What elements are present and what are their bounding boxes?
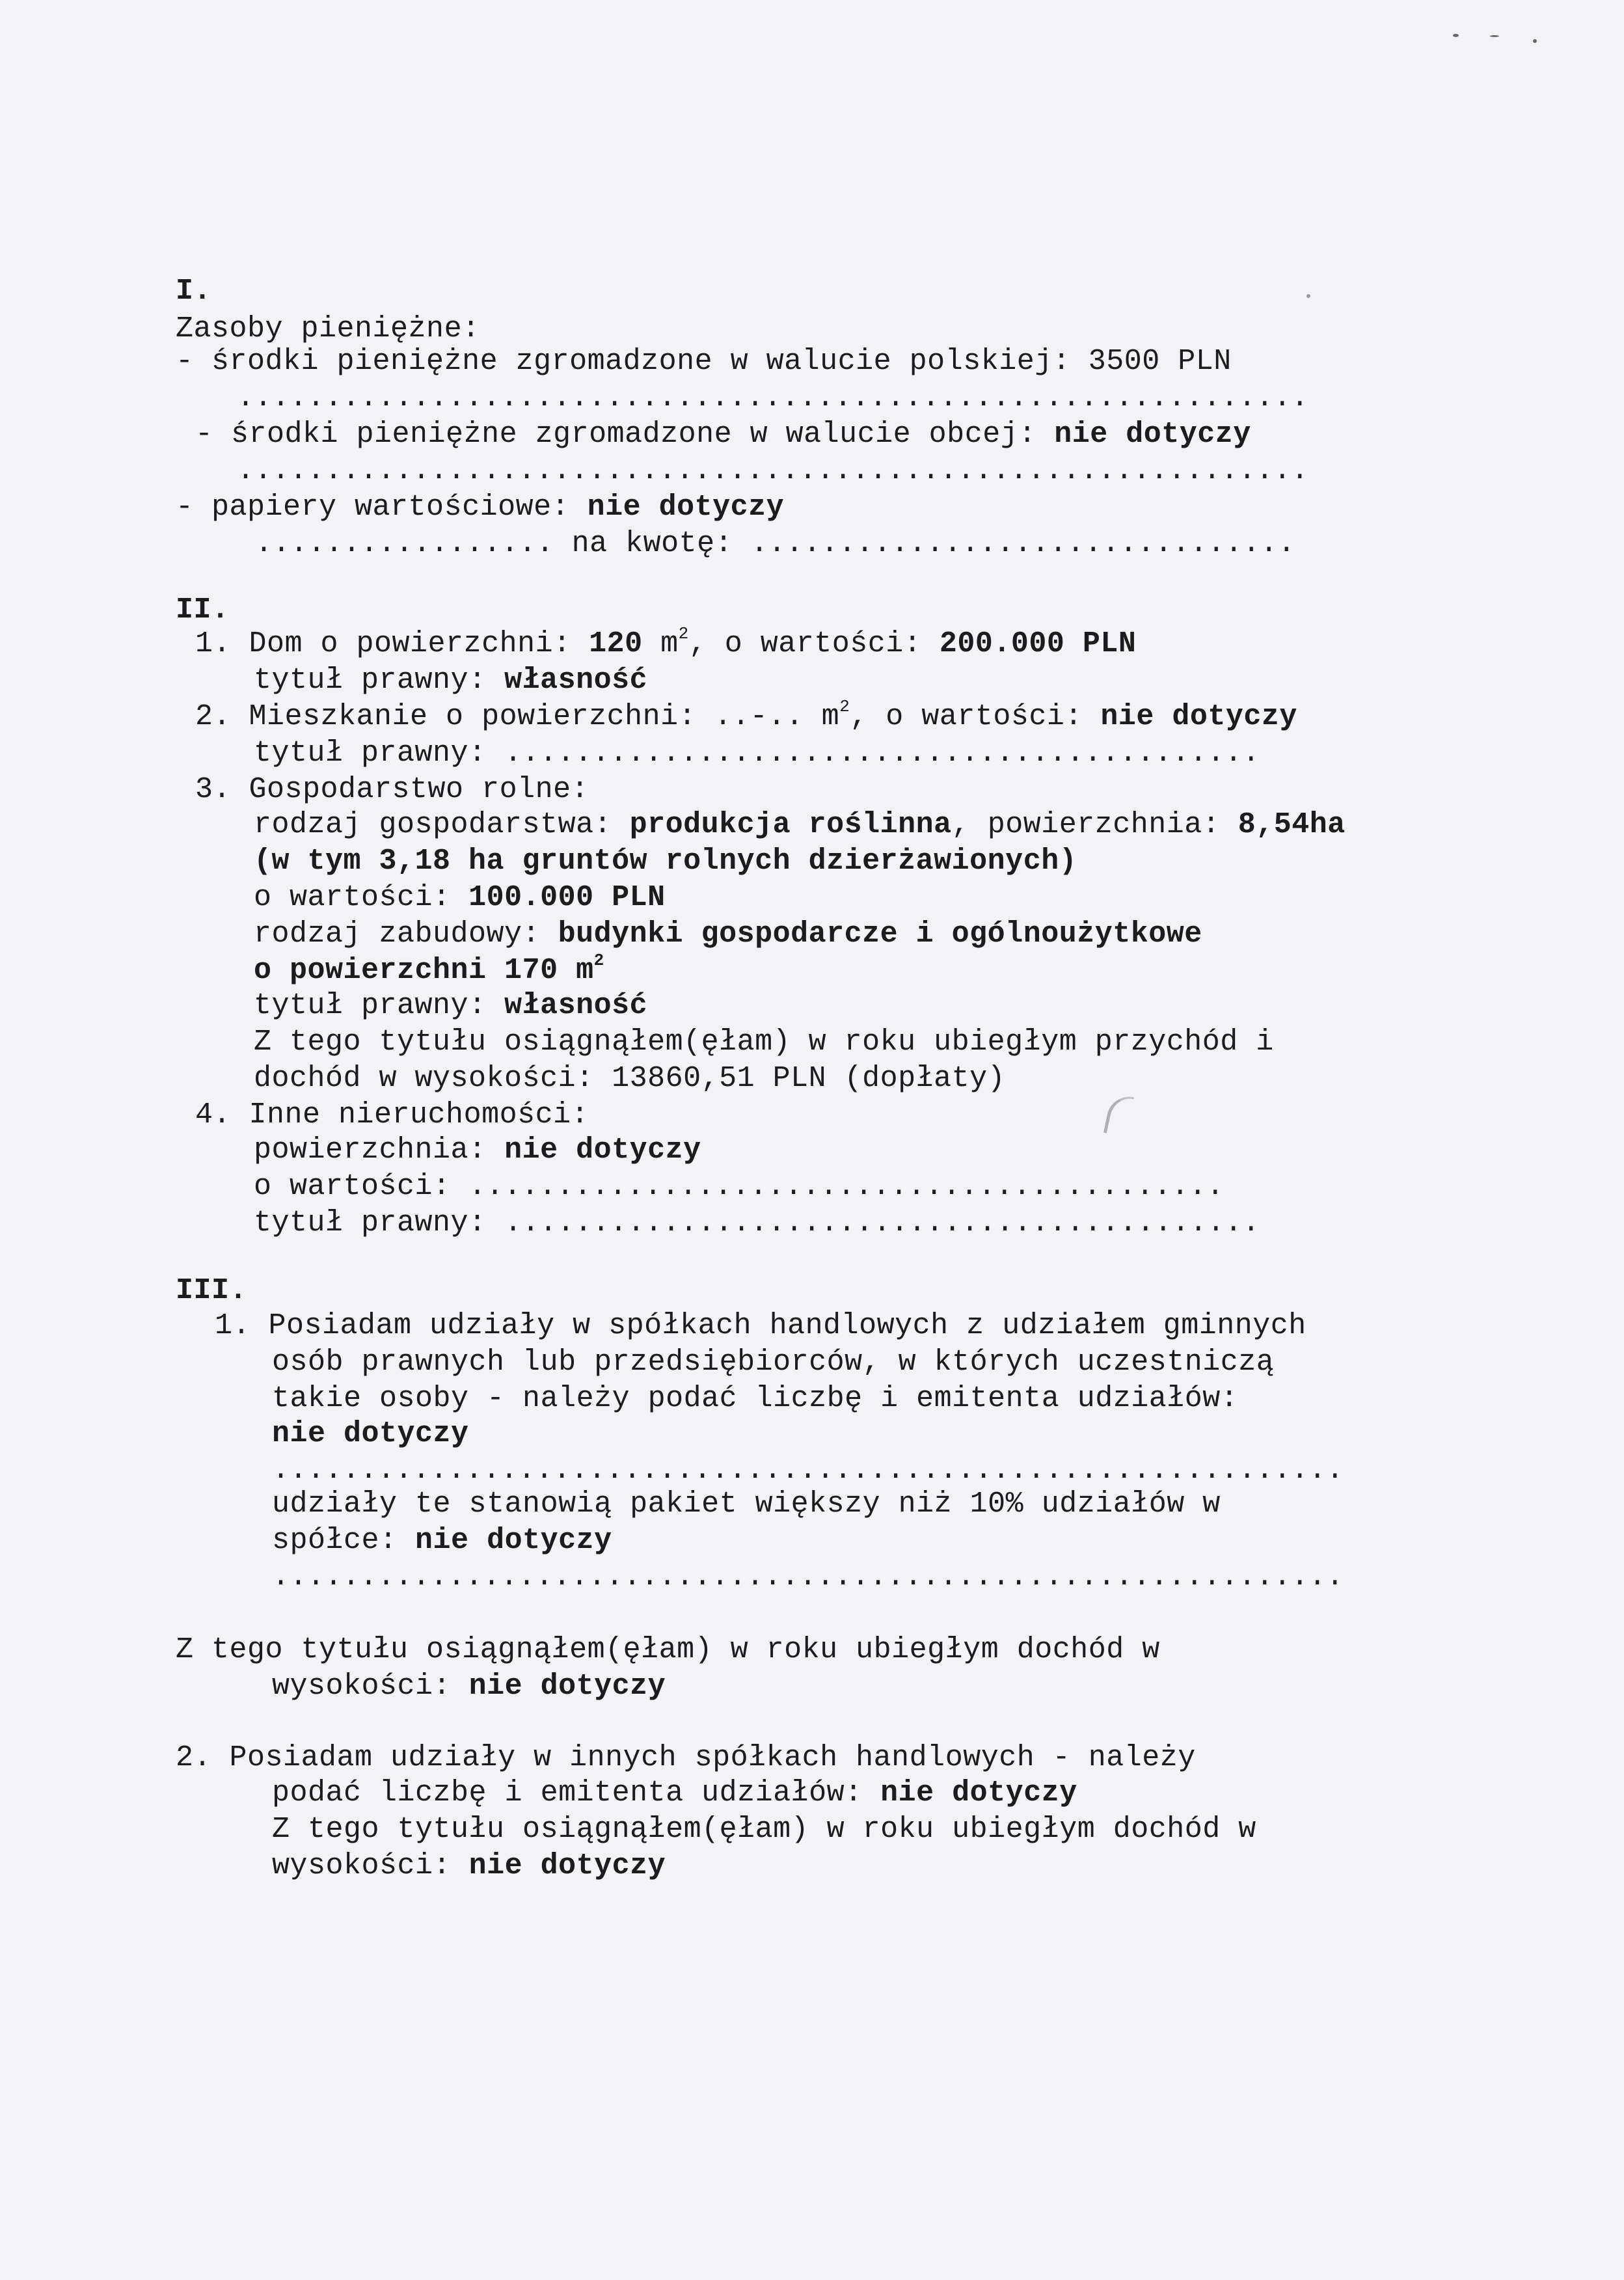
scan-speck <box>1533 39 1537 43</box>
field-value: nie dotyczy <box>587 491 785 524</box>
shares-item-value: nie dotyczy <box>272 1417 469 1450</box>
field-value: 200.000 PLN <box>939 627 1137 660</box>
other-shares-line: 2. Posiadam udziały w innych spółkach handlowych - należy <box>176 1741 1196 1774</box>
field-value: budynki gospodarcze i ogólnoużytkowe <box>558 917 1202 951</box>
field-label: na kwotę: <box>554 527 751 560</box>
dotted-fill: ................. <box>255 527 554 560</box>
other-area <box>254 1132 701 1169</box>
farm-buildings <box>254 916 1202 953</box>
dotted-fill: ........................................... <box>468 1170 1225 1203</box>
other-value <box>254 1169 1224 1205</box>
farm-value <box>254 880 666 916</box>
field-label: wysokości: <box>272 1670 469 1703</box>
section-heading-I: I. <box>176 275 212 308</box>
property-other: 4. Inne nieruchomości: <box>195 1098 589 1132</box>
field-securities <box>176 489 784 526</box>
field-securities-amount <box>255 526 1295 562</box>
field-value: nie dotyczy <box>468 1670 666 1703</box>
property-farm: 3. Gospodarstwo rolne: <box>195 773 589 806</box>
shares-package-value <box>272 1523 612 1559</box>
section-heading-II: II. <box>176 593 230 627</box>
unit: m <box>804 700 840 733</box>
field-label: - papiery wartościowe: <box>176 491 588 524</box>
dotted-fill: ........................................... <box>504 1206 1260 1240</box>
section-heading-III: III. <box>176 1274 248 1307</box>
scan-speck <box>1306 294 1310 298</box>
field-label: powierzchnia: <box>254 1133 505 1167</box>
field-polish-currency <box>176 344 1232 380</box>
other-shares-income-value <box>272 1848 666 1884</box>
field-label: , o wartości: <box>688 627 940 660</box>
field-label: o wartości: <box>254 1170 469 1203</box>
dotted-fill-line: ............................................................. <box>237 381 1309 414</box>
shares-item-line: 1. Posiadam udziały w spółkach handlowych z udziałem gminnych <box>215 1309 1306 1342</box>
field-value: nie dotyczy <box>468 1849 666 1882</box>
field-value: 100.000 PLN <box>468 881 666 914</box>
unit: m <box>642 627 679 660</box>
property-house: 1. Dom o powierzchni: 120 $m^2$, o wartości: 200.000 PLN <box>195 624 1137 660</box>
flat-legal-title <box>254 735 1260 772</box>
field-value: 3500 PLN <box>1088 345 1232 378</box>
field-label: tytuł prawny: <box>254 1206 505 1240</box>
other-shares-count <box>272 1775 1077 1812</box>
field-value: nie dotyczy <box>880 1776 1077 1810</box>
shares-package-line: udziały te stanowią pakiet większy niż 10% udziałów w <box>272 1487 1221 1521</box>
field-label: - środki pieniężne zgromadzone w walucie obcej: <box>195 418 1055 451</box>
field-value: 8,54ha <box>1238 808 1346 841</box>
scan-speck <box>1453 34 1459 37</box>
dotted-fill: ........................................... <box>504 737 1260 770</box>
field-value: nie dotyczy <box>1054 418 1251 451</box>
dotted-fill-line: ............................................................. <box>237 454 1309 487</box>
field-label: - środki pieniężne zgromadzone w walucie polskiej: <box>176 345 1089 378</box>
dotted-fill-line: ............................................................. <box>272 1454 1344 1487</box>
shares-item-line: osób prawnych lub przedsiębiorców, w których uczestniczą <box>272 1346 1275 1379</box>
field-label: wysokości: <box>272 1849 469 1882</box>
field-value: nie dotyczy <box>504 1133 701 1167</box>
field-value: nie dotyczy <box>1100 700 1297 733</box>
farm-buildings-area: o powierzchni 170 $m^2$ <box>254 951 604 987</box>
farm-area-note: (w tym 3,18 ha gruntów rolnych dzierżawionych) <box>254 845 1077 878</box>
shares-income-value <box>272 1668 666 1705</box>
shares-income-line: Z tego tytułu osiągnąłem(ęłam) w roku ubiegłym dochód w <box>176 1633 1160 1666</box>
field-label: podać liczbę i emitenta udziałów: <box>272 1776 881 1810</box>
field-label: , powierzchnia: <box>951 808 1238 841</box>
other-legal-title <box>254 1205 1260 1242</box>
field-value: produkcja roślinna <box>629 808 952 841</box>
field-label: , o wartości: <box>850 700 1101 733</box>
field-label: rodzaj gospodarstwa: <box>254 808 630 841</box>
field-label: tytuł prawny: <box>254 737 505 770</box>
section-title: Zasoby pieniężne: <box>176 312 480 346</box>
field-label: 2. Mieszkanie o powierzchni: <box>195 700 714 733</box>
field-value: własność <box>504 664 648 697</box>
house-legal-title <box>254 662 647 699</box>
field-label: tytuł prawny: <box>254 664 505 697</box>
shares-item-line: takie osoby - należy podać liczbę i emitenta udziałów: <box>272 1382 1239 1415</box>
field-label: rodzaj zabudowy: <box>254 917 558 951</box>
field-label: 1. Dom o powierzchni: <box>195 627 589 660</box>
field-label: o wartości: <box>254 881 469 914</box>
field-value: własność <box>504 989 648 1022</box>
field-foreign-currency <box>195 416 1251 453</box>
pencil-mark <box>1103 1092 1134 1137</box>
farm-legal-title <box>254 988 647 1024</box>
dotted-fill: ............................... <box>750 527 1295 560</box>
field-label: tytuł prawny: <box>254 989 505 1022</box>
scan-speck <box>1490 35 1499 37</box>
farm-income-line: Z tego tytułu osiągnąłem(ęłam) w roku ubiegłym przychód i <box>254 1025 1274 1059</box>
property-flat: 2. Mieszkanie o powierzchni: ..-.. $m^2$, o wartości: nie dotyczy <box>195 697 1297 733</box>
field-label: spółce: <box>272 1524 416 1557</box>
farm-type <box>254 807 1346 843</box>
farm-income-line: dochód w wysokości: 13860,51 PLN (dopłaty) <box>254 1062 1006 1095</box>
field-value: 120 <box>589 627 643 660</box>
dotted-fill-line: ............................................................. <box>272 1560 1344 1594</box>
field-value: nie dotyczy <box>415 1524 612 1557</box>
field-value: o powierzchni 170 m <box>254 954 594 987</box>
field-value: ..-.. <box>714 700 804 733</box>
other-shares-income-line: Z tego tytułu osiągnąłem(ęłam) w roku ubiegłym dochód w <box>272 1813 1256 1846</box>
